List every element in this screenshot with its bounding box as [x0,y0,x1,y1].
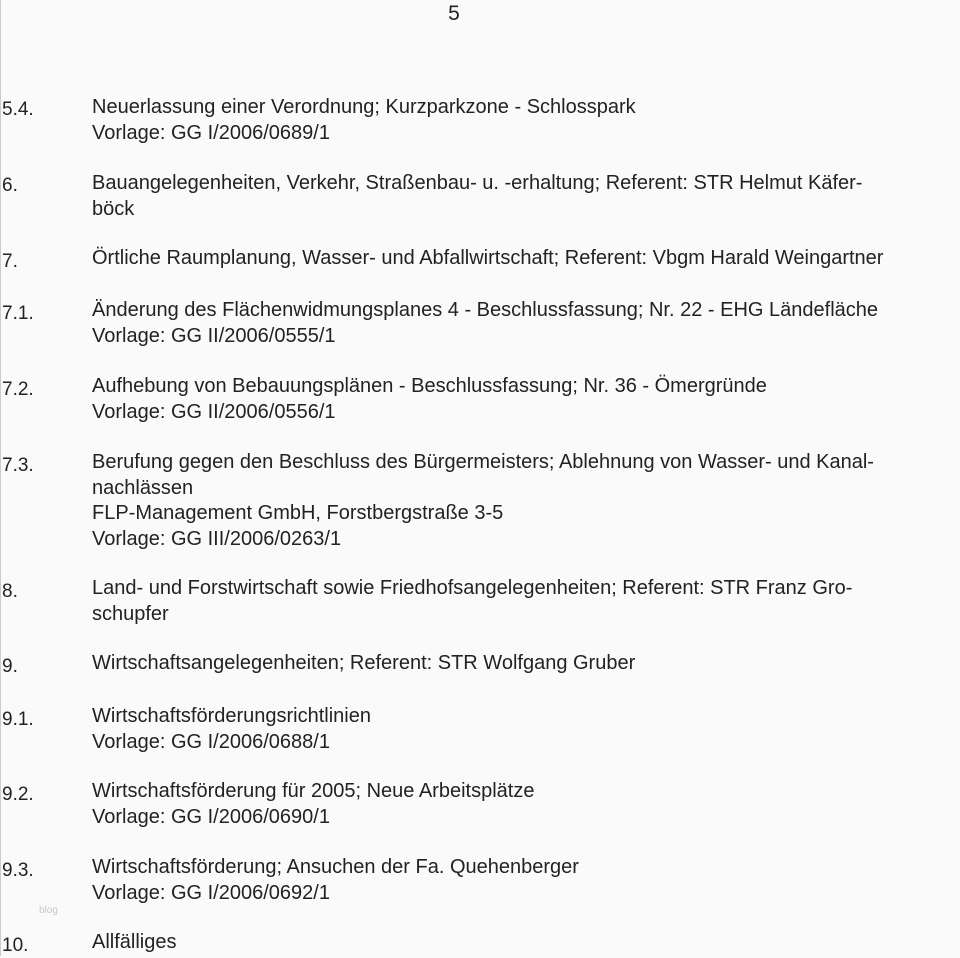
item-line: Örtliche Raumplanung, Wasser- und Abfallwirtschaft; Referent: Vbgm Harald Weingartner [92,247,884,269]
item-text [92,576,960,627]
item-number: 8. [2,581,18,602]
item-line: FLP-Management GmbH, Forstbergstraße 3-5 [92,502,504,524]
item-line: Vorlage: GG I/2006/0688/1 [92,730,330,753]
item-line: Vorlage: GG I/2006/0692/1 [92,881,330,904]
item-number: 9.2. [2,784,34,805]
item-line: Vorlage: GG II/2006/0555/1 [92,324,336,347]
item-text [92,95,960,146]
item-line: Land- und Forstwirtschaft sowie Friedhofsangelegenheiten; Referent: STR Franz Gro- [92,577,853,599]
item-line: Wirtschaftsangelegenheiten; Referent: STR Wolfgang Gruber [92,652,636,674]
item-line: Vorlage: GG I/2006/0689/1 [92,121,330,144]
item-line: Wirtschaftsförderungsrichtlinien [92,705,371,727]
item-text [92,298,960,349]
item-line: Aufhebung von Bebauungsplänen - Beschlussfassung; Nr. 36 - Ömergründe [92,375,767,397]
item-number: 9.1. [2,709,34,730]
item-number: 5.4. [2,99,34,120]
item-line: nachlässen [92,476,194,499]
item-text [92,450,960,552]
item-text [92,704,960,755]
item-number: 10. [2,935,29,956]
item-number: 7. [2,251,18,272]
page-number: 5 [448,2,460,25]
item-number: 6. [2,175,18,196]
item-line: Vorlage: GG I/2006/0690/1 [92,805,330,828]
item-line: böck [92,197,135,220]
item-text [92,651,960,677]
item-number: 7.2. [2,379,34,400]
item-line: schupfer [92,602,169,625]
item-text [92,930,960,956]
item-number: 7.3. [2,455,34,476]
item-line: Vorlage: GG III/2006/0263/1 [92,527,342,550]
item-text [92,855,960,906]
item-number: 7.1. [2,303,34,324]
item-text [92,779,960,830]
item-line: Änderung des Flächenwidmungsplanes 4 - Beschlussfassung; Nr. 22 - EHG Ländefläche [92,299,879,321]
item-line: Allfälliges [92,931,177,953]
item-text [92,171,960,222]
item-line: Wirtschaftsförderung; Ansuchen der Fa. Quehenberger [92,856,579,878]
watermark: blog [39,905,58,916]
item-line: Berufung gegen den Beschluss des Bürgermeisters; Ablehnung von Wasser- und Kanal- [92,451,874,473]
item-number: 9.3. [2,860,34,881]
item-text [92,374,960,425]
item-line: Vorlage: GG II/2006/0556/1 [92,400,336,423]
item-line: Bauangelegenheiten, Verkehr, Straßenbau- u. -erhaltung; Referent: STR Helmut Käfer- [92,172,863,194]
item-line: Neuerlassung einer Verordnung; Kurzparkzone - Schlosspark [92,96,636,118]
item-line: Wirtschaftsförderung für 2005; Neue Arbeitsplätze [92,780,535,802]
item-number: 9. [2,656,18,677]
item-text [92,246,960,272]
